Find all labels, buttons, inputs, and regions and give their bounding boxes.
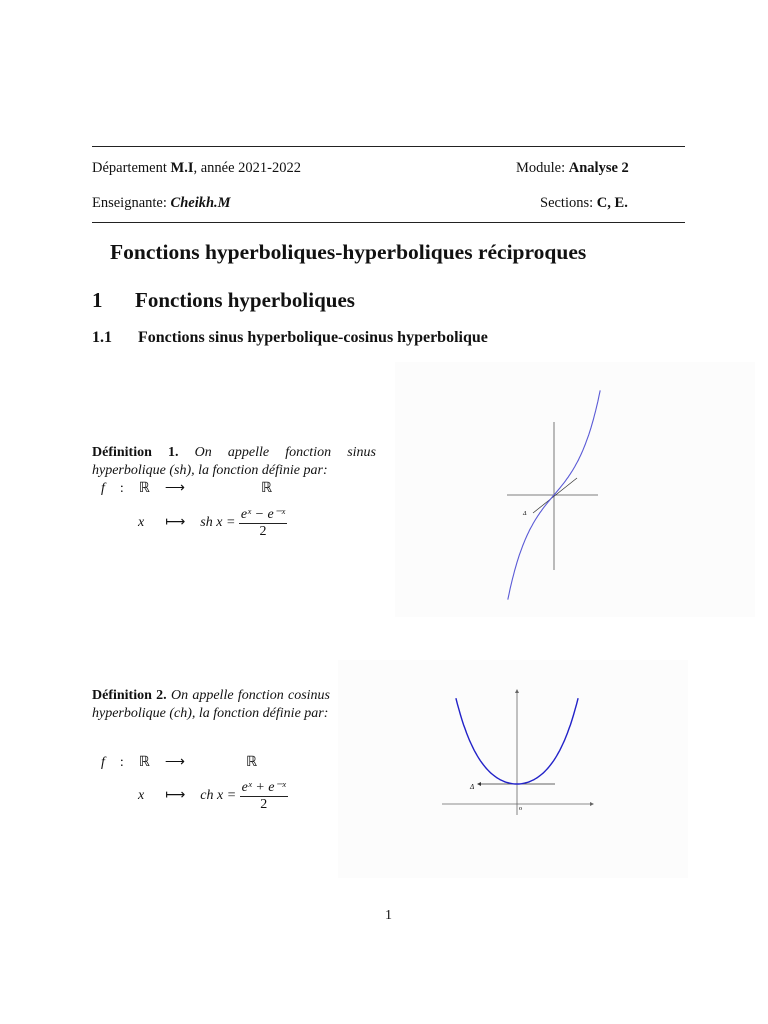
domain-reals: ℝ <box>138 755 150 770</box>
sh-fraction <box>239 506 287 540</box>
teacher-prefix: Enseignante: <box>92 195 167 211</box>
department-year: , année 2021-2022 <box>193 160 301 176</box>
department-line <box>92 160 301 177</box>
definition-2-text: On appelle fonction cosinus hyperbolique (ch), la fonction définie par: <box>92 688 330 721</box>
colon: : <box>119 481 124 496</box>
definition-1-label: Définition 1. <box>92 445 179 460</box>
definition-2-map-line2 <box>138 779 288 813</box>
ch-denominator: 2 <box>240 796 288 813</box>
definition-1-codomain: ℝ <box>261 481 273 496</box>
arrow: ⟶ <box>164 755 185 770</box>
function-symbol: f <box>101 481 105 496</box>
sh-denominator: 2 <box>239 523 287 540</box>
subsection-title: Fonctions sinus hyperbolique-cosinus hyperbolique <box>138 329 488 346</box>
ch-formula-lhs: ch x = <box>200 788 237 804</box>
y-axis-arrow <box>515 689 519 693</box>
document-title: Fonctions hyperboliques-hyperboliques réciproques <box>110 240 587 264</box>
module-name: Analyse 2 <box>568 160 629 176</box>
mapsto-arrow: ⟼ <box>165 515 186 531</box>
tangent-arrow <box>477 782 481 786</box>
sections-line <box>540 195 628 212</box>
cosh-graph-svg <box>338 660 688 878</box>
sinh-graph-svg <box>395 362 755 617</box>
department-name: M.I <box>170 160 194 176</box>
definition-1 <box>92 444 376 480</box>
x-axis-arrow <box>590 802 594 806</box>
section-number: 1 <box>92 288 103 312</box>
teacher-line <box>92 195 231 212</box>
sections-value: C, E. <box>596 195 628 211</box>
definition-1-map-line2 <box>138 506 287 540</box>
module-prefix: Module: <box>516 160 566 176</box>
tangent-label: Δ <box>523 511 527 517</box>
cosh-graph <box>338 660 688 878</box>
function-symbol: f <box>101 755 105 770</box>
page-number: 1 <box>385 908 392 923</box>
ch-numerator: eˣ + e⁻ˣ <box>241 780 286 795</box>
variable-x: x <box>138 515 145 531</box>
department-prefix: Département <box>92 160 167 176</box>
module-line <box>516 160 629 177</box>
sh-numerator: eˣ − e⁻ˣ <box>240 507 286 522</box>
tangent-line <box>533 478 577 513</box>
colon: : <box>119 755 124 770</box>
ch-fraction <box>240 779 288 813</box>
definition-2-map-line1 <box>101 754 185 771</box>
definition-1-map-line1 <box>101 480 185 497</box>
tangent-label: Δ <box>470 783 475 791</box>
origin-label: o <box>519 806 522 812</box>
header-bottom-rule <box>92 222 685 223</box>
definition-2 <box>92 687 330 723</box>
teacher-name: Cheikh.M <box>170 195 231 211</box>
sinh-graph <box>395 362 755 617</box>
mapsto-arrow: ⟼ <box>165 788 186 804</box>
subsection-number: 1.1 <box>92 329 112 346</box>
subsection-heading <box>92 329 488 347</box>
definition-2-label: Définition 2. <box>92 688 167 703</box>
domain-reals: ℝ <box>138 481 150 496</box>
variable-x: x <box>138 788 145 804</box>
section-title: Fonctions hyperboliques <box>135 288 355 312</box>
arrow: ⟶ <box>164 481 185 496</box>
sections-prefix: Sections: <box>540 195 594 211</box>
header-top-rule <box>92 146 685 147</box>
definition-2-codomain: ℝ <box>246 755 258 770</box>
sh-formula-lhs: sh x = <box>200 515 236 531</box>
section-heading <box>92 288 355 313</box>
definition-1-text: On appelle fonction sinus hyperbolique (sh), la fonction définie par: <box>92 445 376 478</box>
